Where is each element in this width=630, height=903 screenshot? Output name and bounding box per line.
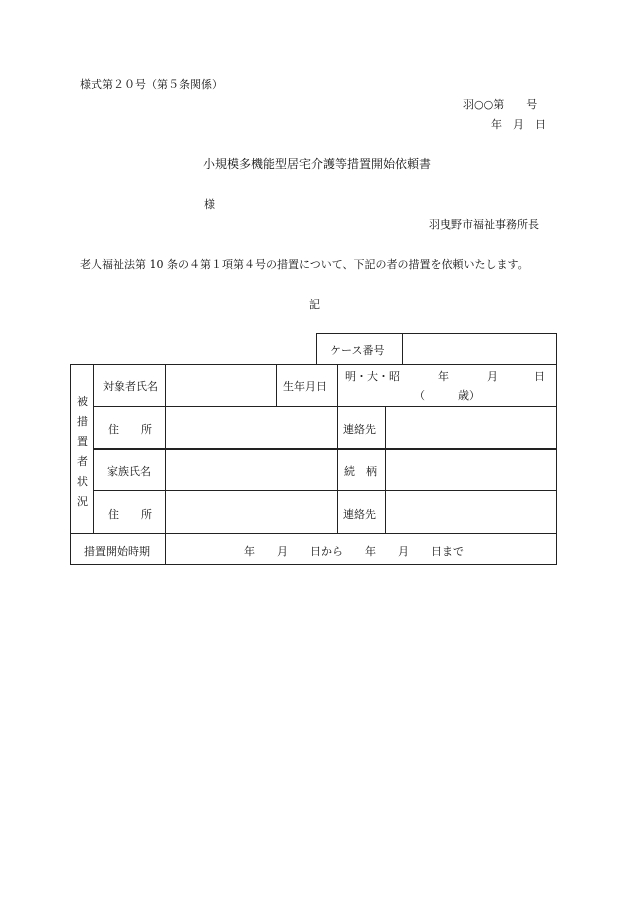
period-label: 措置開始時期 xyxy=(84,545,150,558)
document-date: 年 月 日 xyxy=(491,118,546,131)
side-label-4: 者 xyxy=(77,455,88,468)
period-text: 年 月 日から 年 月 日まで xyxy=(244,545,464,558)
address-label: 住 所 xyxy=(108,423,152,436)
side-label-6: 況 xyxy=(77,495,88,508)
side-label-1: 被 xyxy=(77,395,88,408)
document-title: 小規模多機能型居宅介護等措置開始依頼書 xyxy=(203,157,432,171)
year-label: 年 xyxy=(438,370,449,383)
contact-label: 連絡先 xyxy=(343,423,376,436)
day-label: 日 xyxy=(534,370,545,383)
ki-heading: 記 xyxy=(309,298,320,311)
side-label-2: 措 xyxy=(77,415,88,428)
address2-label: 住 所 xyxy=(108,508,152,521)
era-options: 明・大・昭 xyxy=(345,370,400,383)
body-text: 老人福祉法第 10 条の４第１項第４号の措置について、下記の者の措置を依頼いたします。 xyxy=(80,258,529,271)
contact2-label: 連絡先 xyxy=(343,508,376,521)
side-label-3: 置 xyxy=(77,435,88,448)
sender-name: 羽曳野市福祉事務所長 xyxy=(429,218,539,231)
age-field: （ 歳） xyxy=(414,389,480,402)
month-label: 月 xyxy=(487,370,498,383)
side-label-5: 状 xyxy=(77,475,88,488)
case-number-label: ケース番号 xyxy=(330,344,385,357)
family-name-label: 家族氏名 xyxy=(107,465,151,478)
subject-name-label: 対象者氏名 xyxy=(103,380,158,393)
form-number: 様式第２０号（第５条関係） xyxy=(80,78,223,91)
addressee-honorific: 様 xyxy=(204,198,215,211)
document-number: 羽○○第 号 xyxy=(463,98,538,111)
case-number-value[interactable] xyxy=(410,342,550,356)
birth-date-label: 生年月日 xyxy=(283,380,327,393)
relation-label: 続 柄 xyxy=(344,465,377,478)
